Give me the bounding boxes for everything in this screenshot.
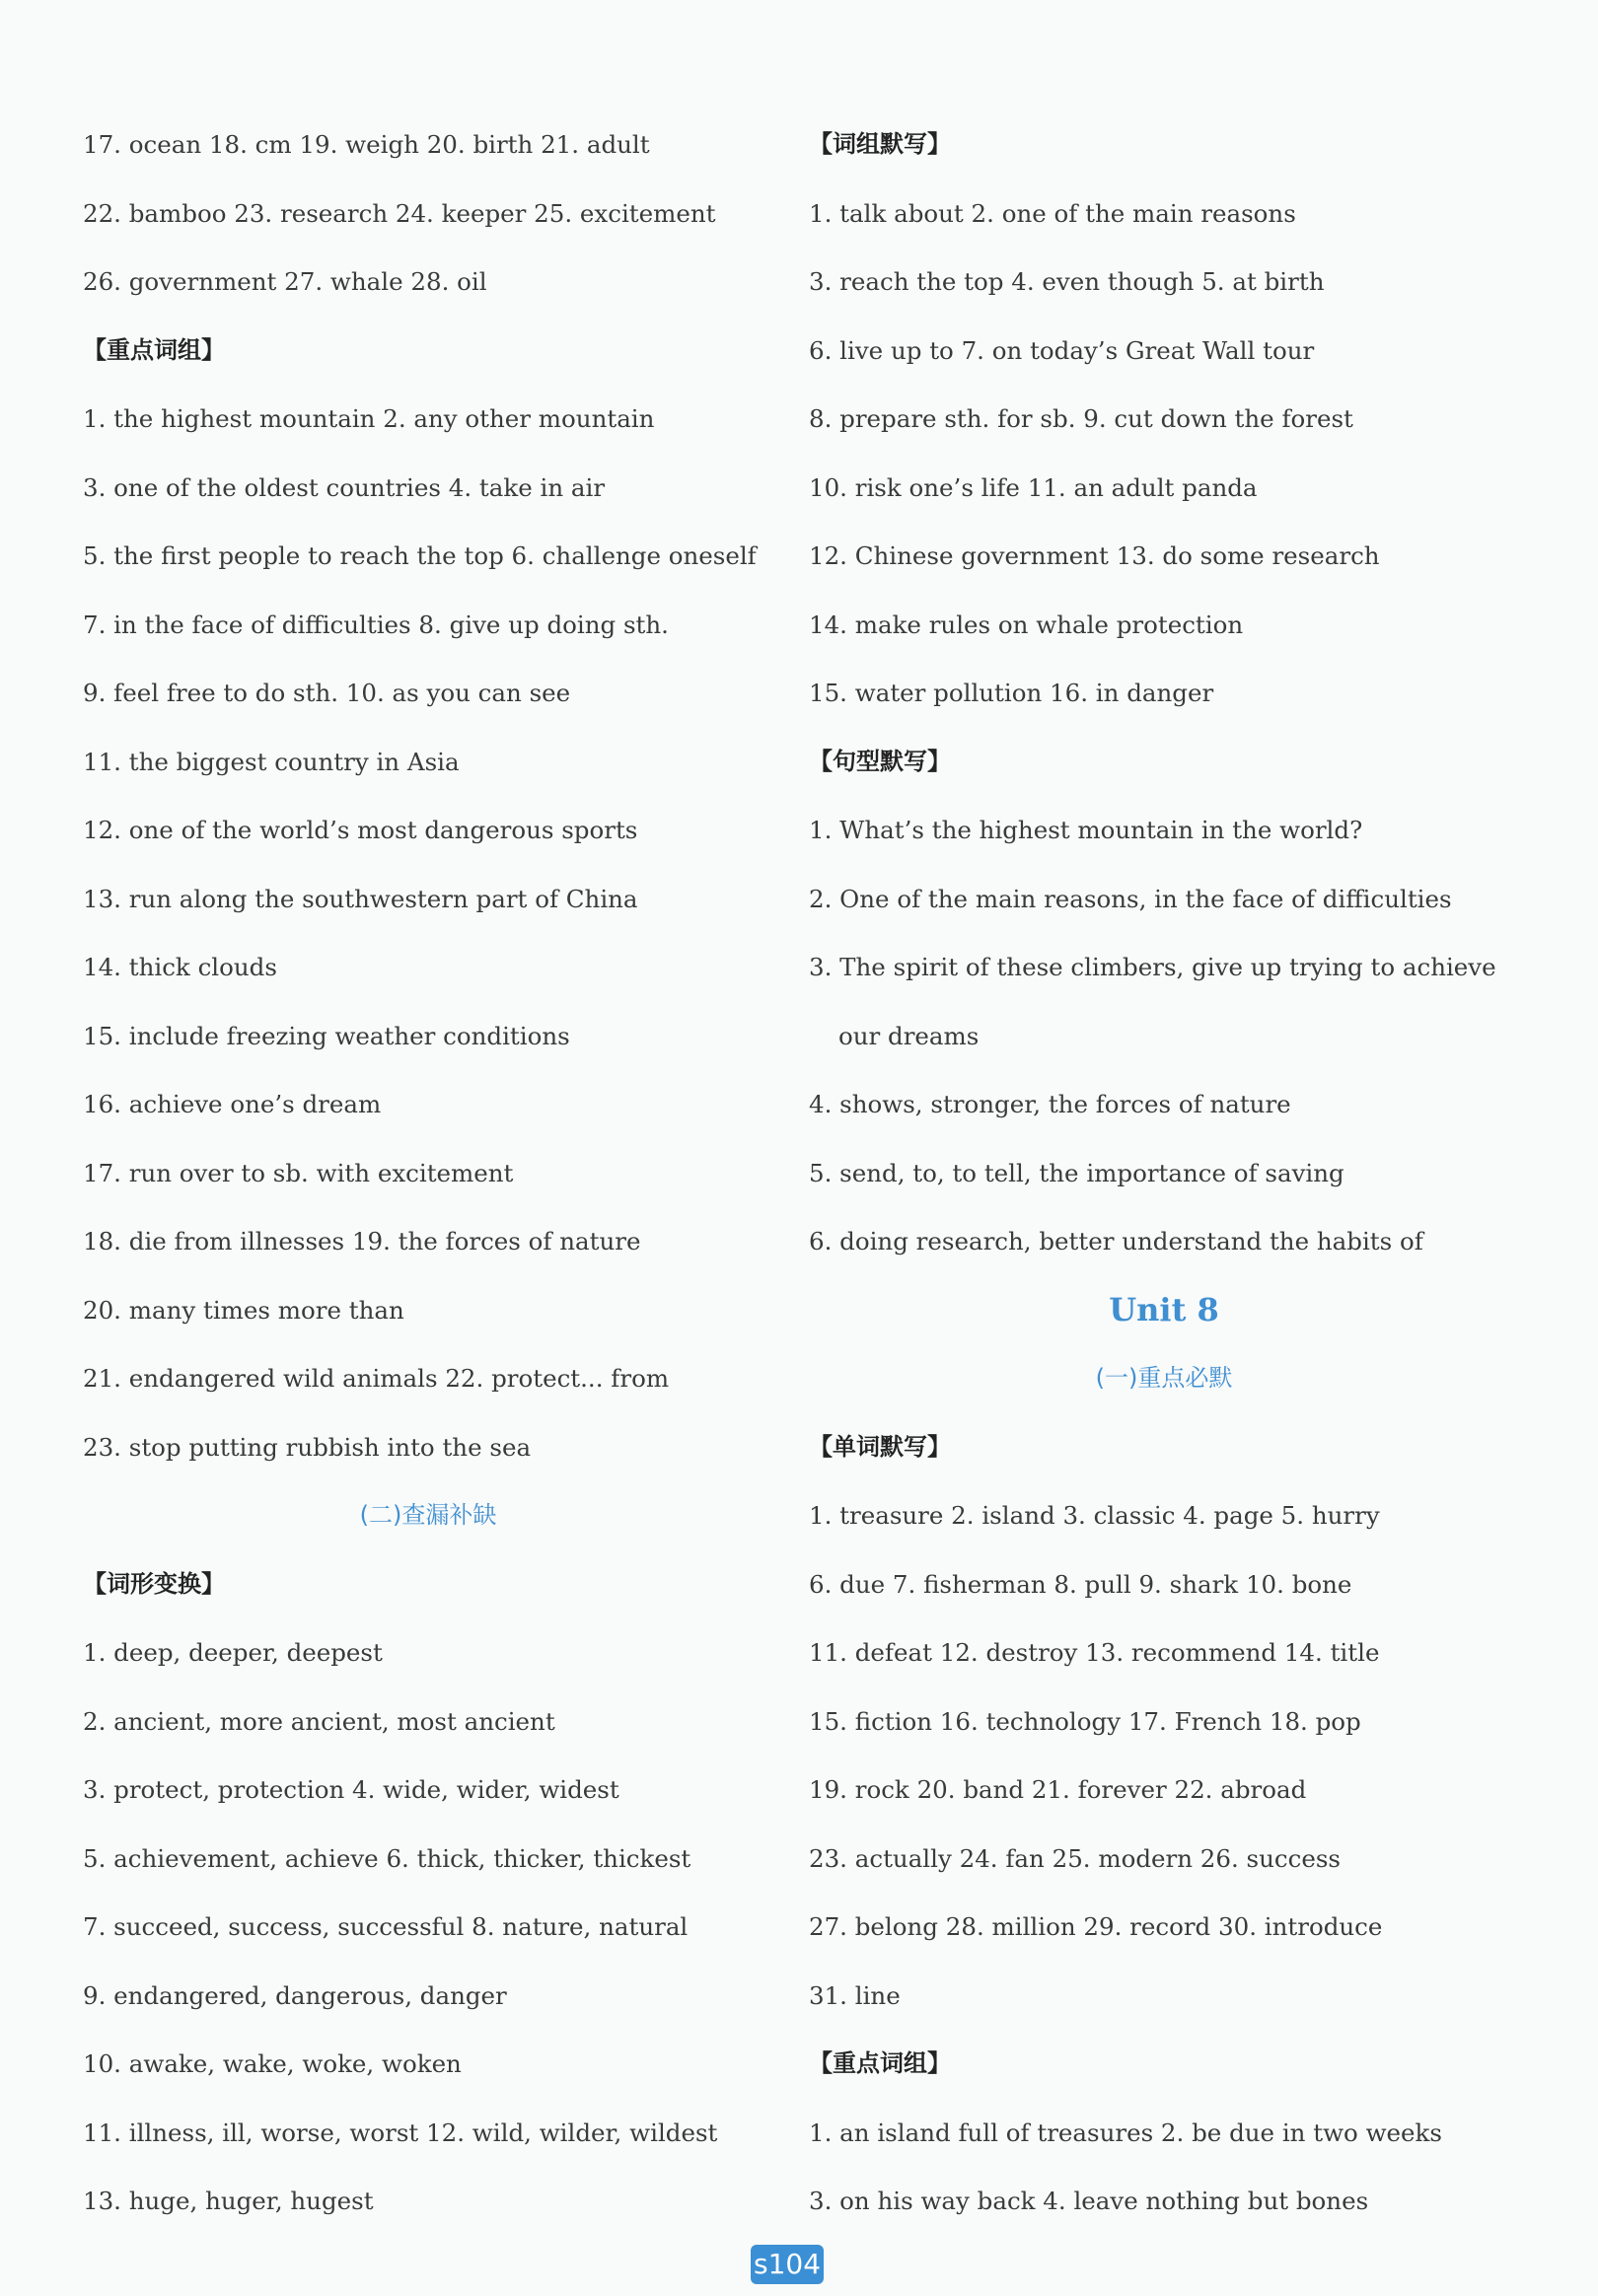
answer-line: 17. ocean 18. cm 19. weigh 20. birth 21. adult [83, 130, 650, 159]
section-heading: 【词形变换】 [83, 1569, 225, 1598]
answer-line: 26. government 27. whale 28. oil [83, 267, 487, 296]
answer-line: 12. Chinese government 13. do some research [809, 541, 1380, 570]
answer-line: 1. treasure 2. island 3. classic 4. page 5. hurry [809, 1501, 1380, 1530]
answer-line: 2. ancient, more ancient, most ancient [83, 1706, 555, 1736]
answer-line: 27. belong 28. million 29. record 30. introduce [809, 1912, 1383, 1941]
answer-line: 21. endangered wild animals 22. protect... from [83, 1364, 670, 1393]
section-heading: 【句型默写】 [809, 747, 951, 775]
answer-line: 1. an island full of treasures 2. be due in two weeks [809, 2117, 1442, 2147]
answer-line: 7. succeed, success, successful 8. nature, natural [83, 1912, 689, 1941]
answer-line: 19. rock 20. band 21. forever 22. abroad [809, 1775, 1307, 1804]
right-column [809, 110, 1519, 2236]
answer-line: 15. include freezing weather conditions [83, 1021, 570, 1050]
answer-line: 16. achieve one’s dream [83, 1090, 382, 1118]
answer-line: 13. huge, huger, hugest [83, 2187, 374, 2215]
answer-line: 6. due 7. fisherman 8. pull 9. shark 10. bone [809, 1569, 1352, 1599]
answer-line: 7. in the face of difficulties 8. give up doing sth. [83, 610, 669, 639]
answer-line: 9. feel free to do sth. 10. as you can see [83, 679, 571, 707]
section-heading: 【重点词组】 [809, 2049, 951, 2077]
answer-line-continued: our dreams [838, 1021, 980, 1050]
answer-line: 11. illness, ill, worse, worst 12. wild, wilder, wildest [83, 2117, 718, 2147]
answer-line: 3. on his way back 4. leave nothing but bones [809, 2187, 1369, 2215]
answer-line: 6. live up to 7. on today’s Great Wall tour [809, 335, 1315, 365]
answer-line: 5. the first people to reach the top 6. challenge oneself [83, 541, 757, 570]
answer-line: 17. run over to sb. with excitement [83, 1158, 514, 1187]
answer-line: 12. one of the world’s most dangerous sports [83, 816, 638, 844]
answer-line: 18. die from illnesses 19. the forces of nature [83, 1227, 641, 1256]
answer-line: 1. What’s the highest mountain in the world? [809, 816, 1363, 844]
answer-line: 3. The spirit of these climbers, give up trying to achieve [809, 953, 1496, 981]
answer-line: 14. thick clouds [83, 953, 277, 981]
section-heading: 【词组默写】 [809, 130, 951, 158]
answer-line: 15. water pollution 16. in danger [809, 679, 1214, 707]
subsection-title: (二)查漏补缺 [359, 1501, 497, 1529]
answer-line: 2. One of the main reasons, in the face of difficulties [809, 884, 1452, 913]
answer-line: 6. doing research, better understand the habits of [809, 1227, 1423, 1256]
answer-line: 4. shows, stronger, the forces of nature [809, 1090, 1291, 1118]
section-heading: 【重点词组】 [83, 335, 225, 364]
unit-title: Unit 8 [1109, 1290, 1219, 1328]
answer-line: 20. many times more than [83, 1295, 404, 1325]
answer-line: 15. fiction 16. technology 17. French 18. pop [809, 1706, 1361, 1736]
answer-line: 3. one of the oldest countries 4. take in air [83, 472, 606, 502]
answer-line: 3. protect, protection 4. wide, wider, widest [83, 1775, 619, 1804]
section-heading: 【单词默写】 [809, 1432, 951, 1461]
answer-line: 10. risk one’s life 11. an adult panda [809, 472, 1258, 502]
answer-line: 11. the biggest country in Asia [83, 747, 460, 776]
left-column [83, 110, 773, 2236]
answer-line: 9. endangered, dangerous, danger [83, 1980, 507, 2010]
answer-line: 23. actually 24. fan 25. modern 26. success [809, 1843, 1341, 1873]
page-number-badge: s104 [751, 2245, 824, 2284]
answer-line: 13. run along the southwestern part of China [83, 884, 638, 913]
subsection-title: (一)重点必默 [1095, 1364, 1233, 1392]
answer-line: 23. stop putting rubbish into the sea [83, 1432, 532, 1462]
answer-line: 11. defeat 12. destroy 13. recommend 14. title [809, 1638, 1380, 1667]
answer-line: 8. prepare sth. for sb. 9. cut down the forest [809, 404, 1353, 433]
answer-line: 1. talk about 2. one of the main reasons [809, 198, 1296, 228]
answer-line: 5. achievement, achieve 6. thick, thicker, thickest [83, 1843, 691, 1873]
answer-line: 5. send, to, to tell, the importance of saving [809, 1158, 1344, 1187]
answer-line: 1. the highest mountain 2. any other mountain [83, 404, 655, 433]
answer-line: 1. deep, deeper, deepest [83, 1638, 383, 1667]
answer-line: 14. make rules on whale protection [809, 610, 1244, 639]
answer-line: 10. awake, wake, woke, woken [83, 2049, 462, 2078]
answer-line: 31. line [809, 1980, 901, 2010]
answer-line: 22. bamboo 23. research 24. keeper 25. excitement [83, 198, 716, 228]
answer-line: 3. reach the top 4. even though 5. at birth [809, 267, 1325, 296]
